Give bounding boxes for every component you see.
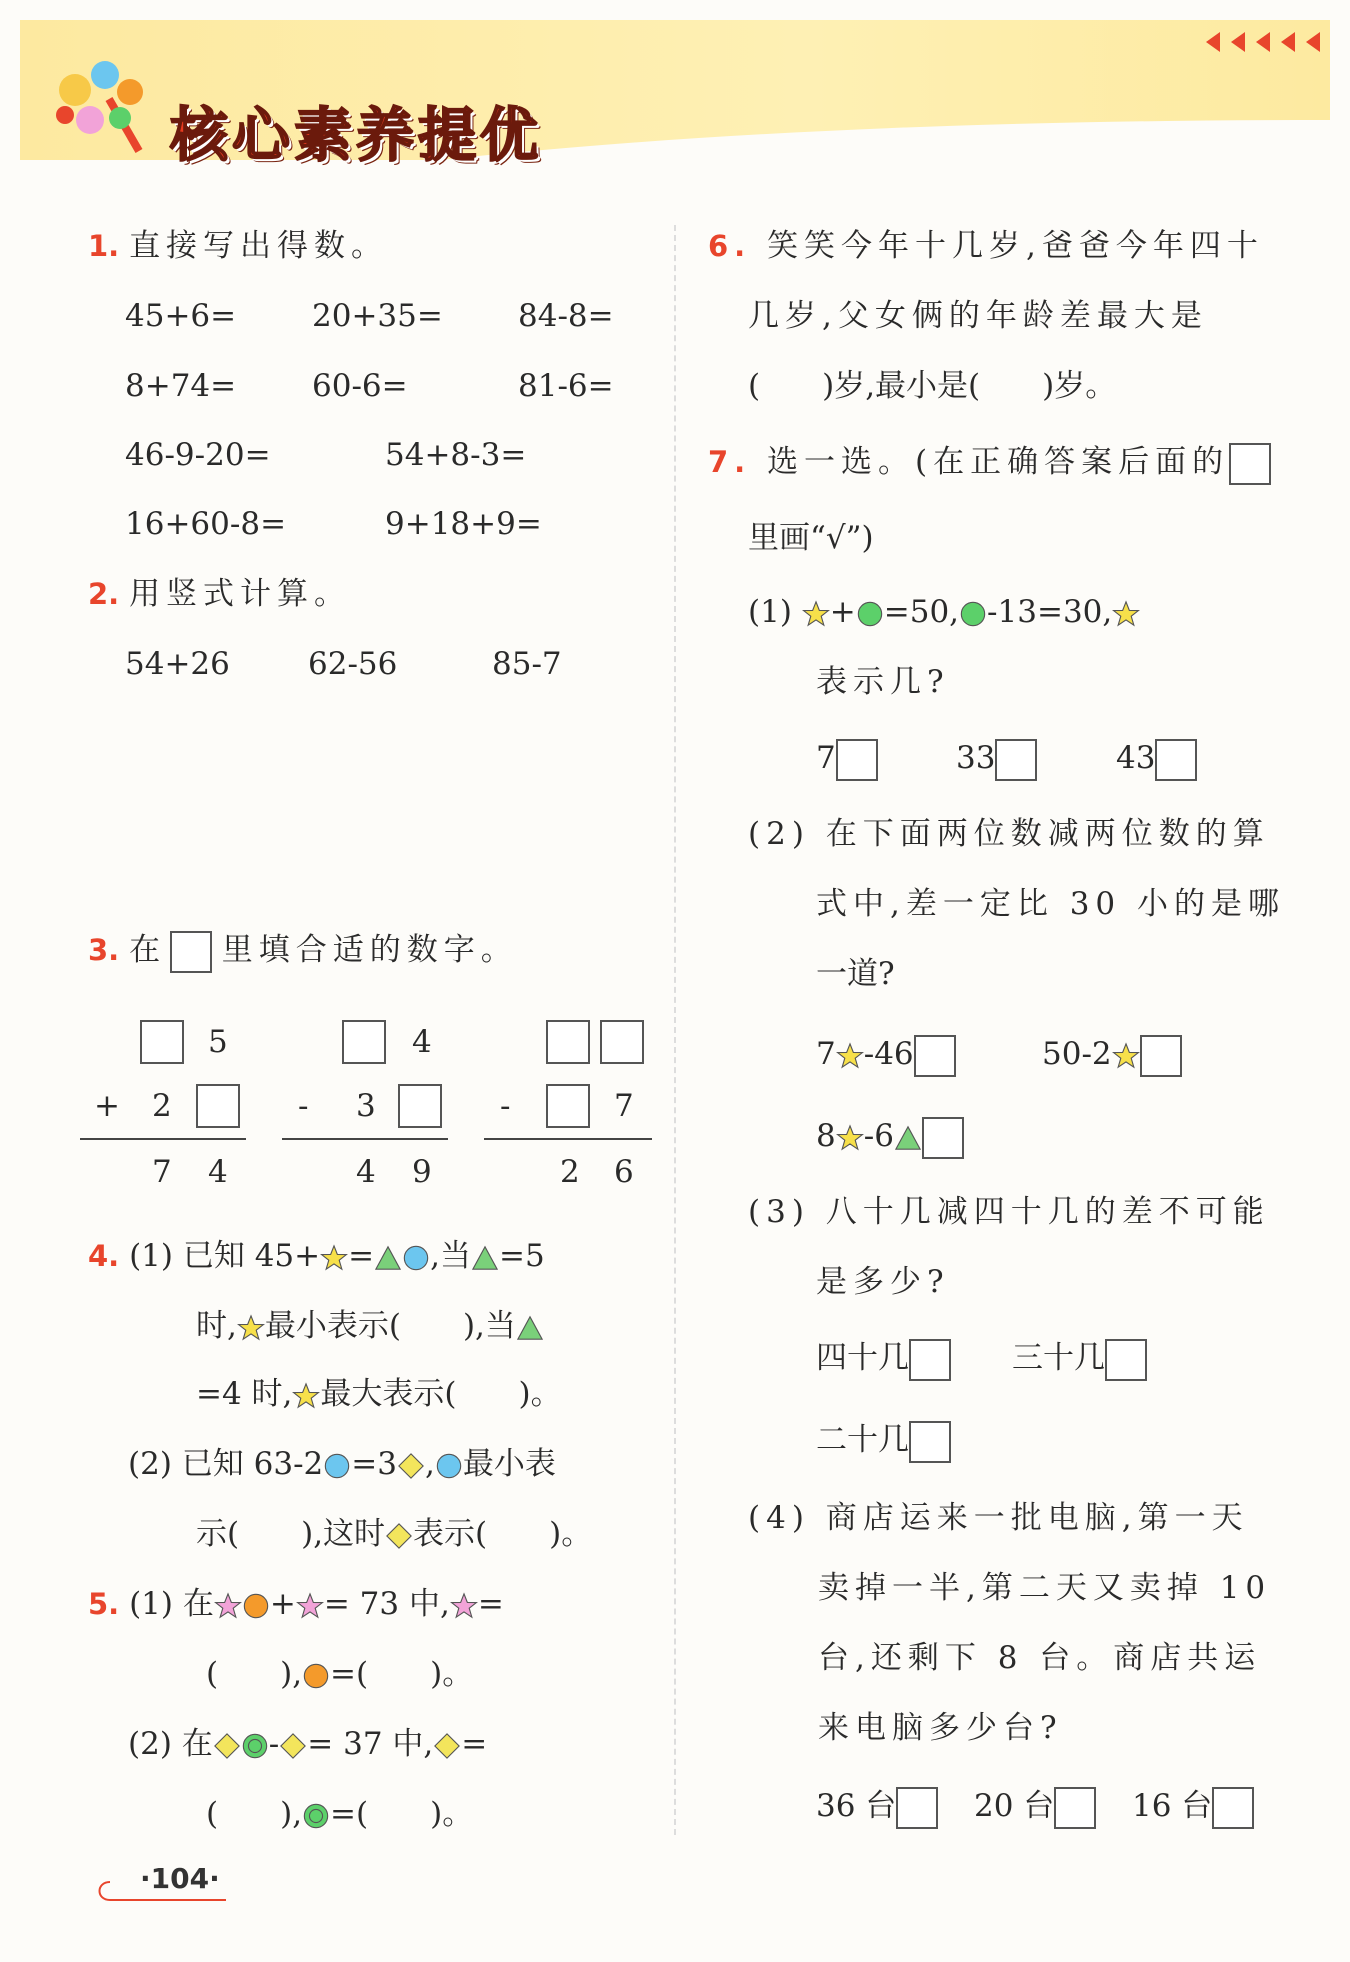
digit-box[interactable] [600, 1020, 644, 1064]
digit: 2 [152, 1088, 172, 1124]
q7-1-option [1116, 738, 1197, 781]
star-icon [214, 1592, 242, 1620]
q4-text: 最小表 [462, 1446, 556, 1482]
q7-text: =50, [883, 594, 960, 630]
q5-text: - [268, 1726, 280, 1762]
q1-expr: 60-6= [312, 368, 408, 404]
answer-box[interactable] [1105, 1339, 1147, 1381]
q1-heading [88, 226, 388, 266]
q6-line3: ( )岁,最小是( )岁。 [748, 368, 1117, 404]
q5-sub-label: (2) [128, 1726, 172, 1762]
answer-box[interactable] [896, 1787, 938, 1829]
q7-4-option [816, 1786, 938, 1829]
q7-text: 在下面两位数减两位数的算 [825, 816, 1270, 852]
q7-line1 [708, 442, 1271, 485]
q7-3-option [816, 1338, 951, 1381]
q7-text: 八十几减四十几的差不可能 [825, 1194, 1270, 1230]
q4-text: =3 [351, 1446, 397, 1482]
q5-text: ( ), [206, 1796, 303, 1832]
q7-text: + [829, 594, 856, 630]
q5-line3 [128, 1724, 487, 1764]
circle-icon [302, 1662, 330, 1690]
star-icon [296, 1592, 324, 1620]
q1-expr: 54+8-3= [385, 437, 527, 473]
q7-sub-label: (2) [748, 816, 810, 852]
operator: - [298, 1088, 309, 1124]
answer-box[interactable] [1229, 443, 1271, 485]
q7-1-option [956, 738, 1037, 781]
q1-expr: 20+35= [312, 298, 443, 334]
option-label: 16 台 [1132, 1788, 1213, 1824]
q4-sub-label: (2) [128, 1446, 172, 1482]
q7-3-line1 [748, 1192, 1270, 1232]
q7-4-line1 [748, 1498, 1249, 1538]
q7-4-line3: 台,还剩下 8 台。商店共运 [818, 1640, 1262, 1676]
digit: 4 [412, 1024, 432, 1060]
star-icon [292, 1382, 320, 1410]
digit: 7 [614, 1088, 634, 1124]
q4-text: = [348, 1238, 375, 1274]
digit: 2 [560, 1154, 580, 1190]
q5-line1 [88, 1584, 504, 1624]
q5-text: = 73 中, [323, 1586, 450, 1622]
answer-box[interactable] [909, 1339, 951, 1381]
circle-icon [959, 600, 987, 628]
star-icon [836, 1042, 864, 1070]
q7-sub-label: (4) [748, 1500, 810, 1536]
digit: 4 [356, 1154, 376, 1190]
q4-line5 [196, 1514, 592, 1554]
q1-expr: 45+6= [125, 298, 237, 334]
star-icon [450, 1592, 478, 1620]
header-banner [20, 20, 1330, 169]
option-label: 四十几 [816, 1340, 909, 1376]
triangle-icon [516, 1314, 544, 1342]
column-divider [674, 225, 676, 1835]
digit: 3 [356, 1088, 376, 1124]
q4-text: 表示( )。 [413, 1516, 593, 1552]
q7-1-question: 表示几? [816, 664, 950, 700]
q2-item: 85-7 [492, 646, 562, 682]
q7-4-option [974, 1786, 1096, 1829]
diamond-icon [213, 1732, 241, 1760]
option-label: 36 台 [816, 1788, 897, 1824]
q1-expr: 84-8= [518, 298, 614, 334]
q3-number: 3. [88, 933, 120, 967]
q4-text: =5 [498, 1238, 545, 1274]
triangle-icon [894, 1124, 922, 1152]
q4-text: , [424, 1446, 435, 1482]
q5-text: = [461, 1726, 488, 1762]
diamond-icon [433, 1732, 461, 1760]
q4-text: 已知 45+ [182, 1238, 321, 1274]
q7-1-line1 [748, 592, 1140, 632]
double-circle-icon [241, 1732, 269, 1760]
option-label: 三十几 [1012, 1340, 1105, 1376]
answer-box[interactable] [909, 1421, 951, 1463]
q5-text: =( )。 [330, 1796, 474, 1832]
q7-2-option [816, 1116, 964, 1159]
operator: + [94, 1088, 120, 1124]
q7-text: -13=30, [987, 594, 1113, 630]
option-label: 50-2 [1042, 1036, 1112, 1072]
q5-text: + [269, 1586, 296, 1622]
q2-number: 2. [88, 577, 120, 611]
circle-icon [323, 1452, 351, 1480]
q1-expr: 81-6= [518, 368, 614, 404]
q7-number: 7. [708, 445, 752, 479]
digit: 5 [208, 1024, 228, 1060]
q7-1-option [816, 738, 878, 781]
q2-item: 62-56 [308, 646, 398, 682]
digit-box[interactable] [140, 1020, 184, 1064]
option-label: -46 [863, 1036, 914, 1072]
operator: - [500, 1088, 511, 1124]
star-icon [836, 1124, 864, 1152]
q3-pre: 在 [129, 932, 161, 968]
q7-3-option [816, 1420, 951, 1463]
q1-expr: 8+74= [125, 368, 237, 404]
option-label: 20 台 [974, 1788, 1055, 1824]
circle-icon [242, 1592, 270, 1620]
q1-number: 1. [88, 229, 120, 263]
q7-4-option [1132, 1786, 1254, 1829]
star-icon [802, 600, 830, 628]
q2-heading [88, 574, 351, 614]
q4-text: 时, [196, 1308, 237, 1344]
q7-sub-label: (3) [748, 1194, 810, 1230]
q5-text: =( )。 [330, 1656, 474, 1692]
option-label: 43 [1116, 740, 1156, 776]
sum-line [282, 1138, 448, 1140]
option-label: 8 [816, 1118, 836, 1154]
q4-line2 [196, 1306, 544, 1346]
q7-text: 选一选。(在正确答案后面的 [767, 444, 1230, 480]
option-label: -6 [863, 1118, 894, 1154]
option-label: 7 [816, 740, 836, 776]
sum-line [80, 1138, 246, 1140]
digit: 6 [614, 1154, 634, 1190]
answer-box[interactable] [1054, 1787, 1096, 1829]
q4-text: 示( ),这时 [196, 1516, 386, 1552]
q6-text: 笑笑今年十几岁,爸爸今年四十 [767, 228, 1264, 264]
q4-text: 已知 63-2 [181, 1446, 324, 1482]
q7-sub-label: (1) [748, 594, 792, 630]
star-icon [320, 1244, 348, 1272]
q7-4-line2: 卖掉一半,第二天又卖掉 10 [818, 1570, 1272, 1606]
digit: 4 [208, 1154, 228, 1190]
star-icon [1112, 600, 1140, 628]
q6-number: 6. [708, 229, 752, 263]
digit-box[interactable] [342, 1020, 386, 1064]
q4-number: 4. [88, 1239, 120, 1273]
q1-expr: 9+18+9= [385, 506, 542, 542]
sum-line [484, 1138, 652, 1140]
q4-line3 [196, 1374, 562, 1414]
q5-text: ( ), [206, 1656, 303, 1692]
double-circle-icon [302, 1802, 330, 1830]
digit: 9 [412, 1154, 432, 1190]
q4-sub-label: (1) [129, 1238, 173, 1274]
q1-expr: 16+60-8= [125, 506, 287, 542]
option-label: 7 [816, 1036, 836, 1072]
q7-3-line2: 是多少? [816, 1264, 950, 1300]
answer-box[interactable] [914, 1035, 956, 1077]
q7-line2: 里画“√”) [748, 520, 874, 556]
answer-box[interactable] [922, 1117, 964, 1159]
circle-icon [435, 1452, 463, 1480]
q5-text: = 37 中, [307, 1726, 434, 1762]
star-icon [237, 1314, 265, 1342]
q4-line1 [88, 1236, 545, 1276]
digit-box[interactable] [546, 1020, 590, 1064]
q7-text: 商店运来一批电脑,第一天 [825, 1500, 1249, 1536]
q5-line2 [206, 1654, 473, 1694]
q4-text: ,当 [430, 1238, 471, 1274]
q5-line4 [206, 1794, 473, 1834]
q1-expr: 46-9-20= [125, 437, 271, 473]
digit: 7 [152, 1154, 172, 1190]
diamond-icon [397, 1452, 425, 1480]
answer-box[interactable] [1155, 739, 1197, 781]
option-label: 33 [956, 740, 996, 776]
digit-box[interactable] [546, 1084, 590, 1128]
digit-box[interactable] [196, 1084, 240, 1128]
q6-line2: 几岁,父女俩的年龄差最大是 [748, 298, 1208, 334]
q3-post: 里填合适的数字。 [221, 932, 518, 968]
q5-text: 在 [181, 1726, 213, 1762]
circle-icon [402, 1244, 430, 1272]
q7-3-option [1012, 1338, 1147, 1381]
diamond-icon [385, 1522, 413, 1550]
answer-box[interactable] [1140, 1035, 1182, 1077]
q4-line4 [128, 1444, 556, 1484]
q4-text: =4 时, [196, 1376, 293, 1412]
q5-text: 在 [182, 1586, 214, 1622]
diamond-icon [279, 1732, 307, 1760]
q7-4-line4: 来电脑多少台? [818, 1710, 1063, 1746]
star-icon [1112, 1042, 1140, 1070]
q3-heading [88, 930, 518, 973]
triangle-icon [471, 1244, 499, 1272]
q7-2-line3: 一道? [816, 956, 895, 992]
q1-text: 直接写出得数。 [129, 228, 389, 264]
answer-box[interactable] [836, 739, 878, 781]
q2-text: 用竖式计算。 [129, 576, 352, 612]
digit-box[interactable] [398, 1084, 442, 1128]
answer-box[interactable] [995, 739, 1037, 781]
q4-text: 最小表示( ),当 [264, 1308, 516, 1344]
answer-box[interactable] [170, 931, 212, 973]
q7-2-option [816, 1034, 956, 1077]
q7-2-line2: 式中,差一定比 30 小的是哪 [816, 886, 1286, 922]
q2-item: 54+26 [125, 646, 230, 682]
section-title: 核心素养提优 [170, 101, 543, 169]
q5-sub-label: (1) [129, 1586, 173, 1622]
answer-box[interactable] [1212, 1787, 1254, 1829]
q7-2-option [1042, 1034, 1182, 1077]
q4-text: 最大表示( )。 [320, 1376, 562, 1412]
q7-2-line1 [748, 814, 1270, 854]
circle-icon [856, 600, 884, 628]
page-number: ·104· [140, 1862, 220, 1895]
q5-text: = [477, 1586, 504, 1622]
triangle-icon [374, 1244, 402, 1272]
q6-line1 [708, 226, 1264, 266]
q5-number: 5. [88, 1587, 120, 1621]
option-label: 二十几 [816, 1422, 909, 1458]
